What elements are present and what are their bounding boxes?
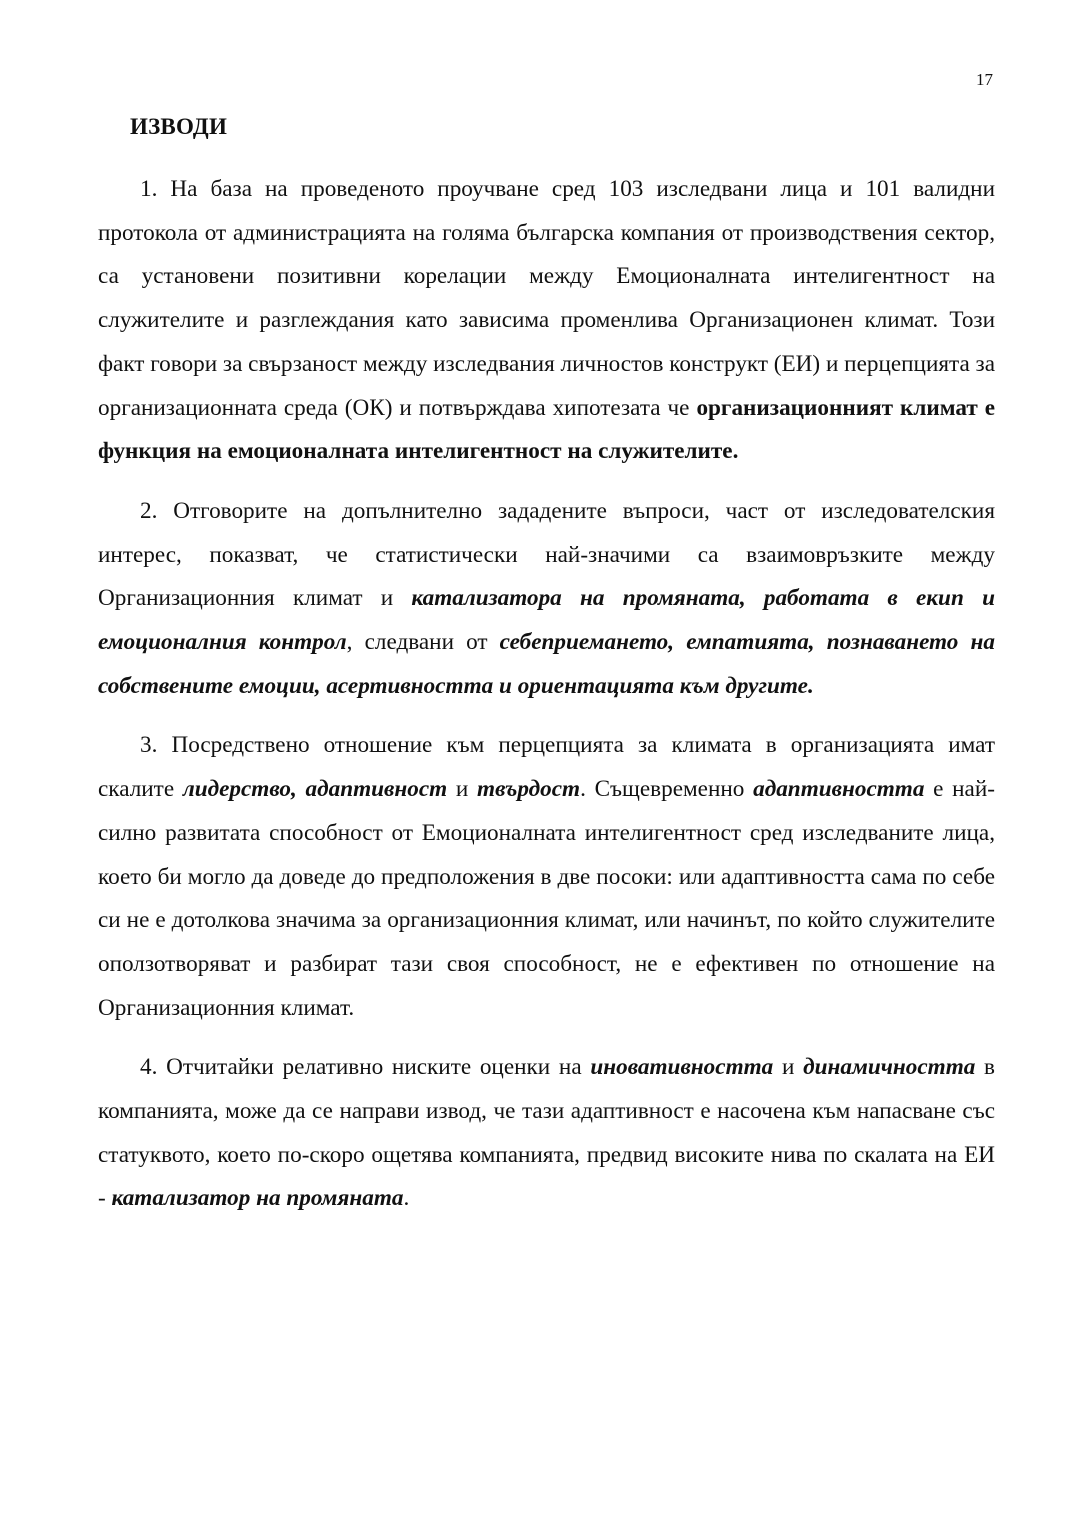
paragraph-3-emphasis: лидерство, адаптивност xyxy=(182,776,448,803)
conclusion-paragraph-2 xyxy=(98,490,995,709)
paragraph-4-emphasis: катализатор на промяната xyxy=(111,1185,404,1212)
paragraph-1-emphasis: организационният климат е функция на емоционалната интелигентност на служителите. xyxy=(98,394,995,465)
conclusion-paragraph-1 xyxy=(98,168,995,474)
paragraph-3-emphasis: адаптивността xyxy=(753,776,925,803)
paragraph-2-text: , следвани от xyxy=(346,629,500,656)
paragraph-2-emphasis: катализатора на промяната, работата в екип и емоционалния контрол xyxy=(98,585,995,656)
paragraph-4-text: и xyxy=(773,1054,804,1081)
conclusion-paragraph-4 xyxy=(98,1046,995,1221)
paragraph-3-text: и xyxy=(447,776,478,803)
conclusion-paragraph-3 xyxy=(98,724,995,1030)
paragraph-4-emphasis: динамичността xyxy=(803,1054,976,1081)
paragraph-2-emphasis: себеприемането, емпатията, познаването на собствените емоции, асертивността и ориентацията към другите. xyxy=(98,629,995,699)
paragraph-4-emphasis: иновативността xyxy=(590,1054,774,1081)
paragraph-4-text: . xyxy=(403,1185,410,1212)
paragraph-3-text: е най-силно развитата способност от Емоционалната интелигентност сред изследваните лица, което би могло да доведе до предположения в две посоки: или адаптивността сама по себе си не е дотолкова значима за организационния климат, или начинът, по който служителите оползотворяват и разбират тази своя способност, не е ефективен по отношение на Организационния климат. xyxy=(98,776,995,1021)
paragraph-3-emphasis: твърдост xyxy=(477,776,581,803)
paragraph-2-text: 2. Отговорите на допълнително зададените въпроси, част от изследователския интерес, показват, че статистически най-значими са взаимовръзките между Организационния климат и xyxy=(98,497,995,612)
paragraph-3-text: . Същевременно xyxy=(580,776,754,803)
conclusions-body xyxy=(98,168,995,1237)
section-heading: ИЗВОДИ xyxy=(130,114,228,139)
paragraph-4-text: в компанията, може да се направи извод, че тази адаптивност е насочена към напасване със статуквото, което по-скоро ощетява компанията, предвид високите нива по скалата на ЕИ - xyxy=(98,1054,995,1212)
page-number: 17 xyxy=(976,70,993,89)
paragraph-4-text: 4. Отчитайки релативно ниските оценки на xyxy=(140,1054,591,1081)
paragraph-3-text: 3. Посредствено отношение към перцепцията за климата в организацията имат скалите xyxy=(98,732,995,803)
paragraph-1-text: 1. На база на проведеното проучване сред 103 изследвани лица и 101 валидни протокола от администрацията на голяма българска компания от производствения сектор, са установени позитивни корелации между Емоционалната интелигентност на служителите и разглеждания като зависима променлива Организационен климат. Този факт говори за свързаност между изследвания личностов конструкт (ЕИ) и перцепцията за организационната среда (ОК) и потвърждава хипотезата че xyxy=(98,176,995,421)
